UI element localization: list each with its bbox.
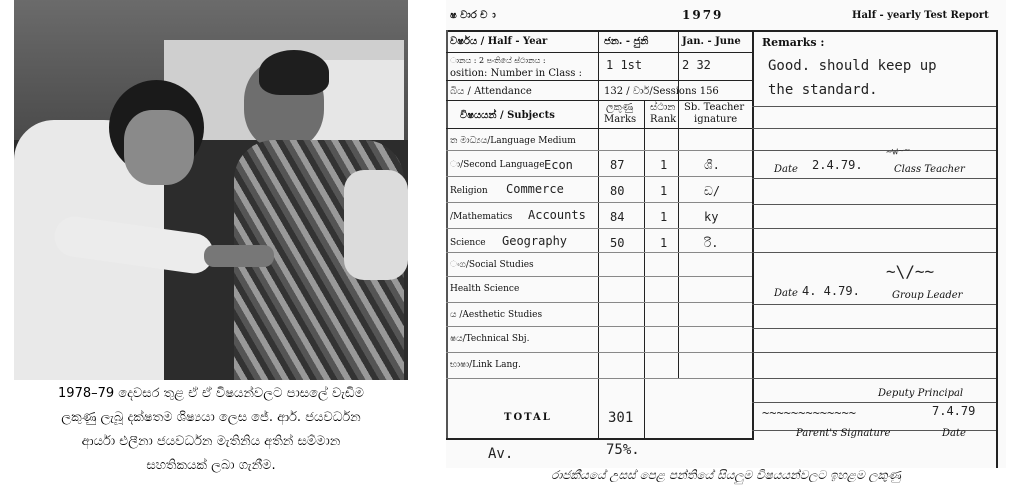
total-label: TOTAL <box>504 412 552 423</box>
subject-hand: Geography <box>502 234 568 248</box>
position-label-en: osition: Number in Class : <box>450 68 582 79</box>
remarks-label: Remarks : <box>762 36 825 49</box>
caption-line: ආර්යා එලීනා ජයවර්ධන මැතිනිය අතින් සම්මාන <box>81 434 341 449</box>
parent-signature-label: Parent's Signature <box>796 428 891 439</box>
teacher-signature: රි. <box>704 236 719 250</box>
av-value: 75%. <box>606 442 640 458</box>
date-value-1: 2.4.79. <box>812 158 863 172</box>
subject-rank: 1 <box>660 158 668 172</box>
subject-hand: Econ <box>544 158 573 172</box>
caption-line: ලකුණු ලැබූ දක්ෂතම ශිෂ්‍යයා ලෙස ජේ. ආර්. ජයවර්ධන <box>61 410 361 425</box>
date-label-3: Date <box>942 428 966 439</box>
group-leader-signature: ~\/~~ <box>886 262 935 281</box>
class-teacher-signature: ~w~~ <box>885 144 911 159</box>
deputy-principal-label: Deputy Principal <box>878 388 964 399</box>
header-left: ෂ වාර ච ා <box>450 10 496 21</box>
subject-marks: 87 <box>610 158 625 172</box>
col-rank-si: ස්ථාන <box>650 102 676 113</box>
position-value: 1 1st <box>606 58 643 72</box>
report-card <box>446 0 1006 468</box>
report-caption: රාජකීයයේ උසස් පෙළ පන්තියේ සියලුම විෂයයන්වලට ඉහළම ලකුණු <box>551 468 901 482</box>
teacher-signature: ky <box>704 210 719 224</box>
half-year-label: වර්ෂය / Half - Year <box>450 36 548 47</box>
subject-rank: 1 <box>660 184 668 198</box>
class-teacher-label: Class Teacher <box>894 164 965 175</box>
subject-label: Health Science <box>450 284 520 294</box>
col-teacher: Sb. Teacher <box>684 102 745 113</box>
col-marks-si: ලකුණු <box>606 102 633 113</box>
subject-label: Religion <box>450 186 488 196</box>
subject-label: ා/Second Language <box>450 160 545 170</box>
teacher-signature: ඩ/ <box>704 184 721 198</box>
subject-marks: 84 <box>610 210 625 224</box>
subject-label: භාෂා/Link Lang. <box>450 360 521 370</box>
subject-label: ෂය/Technical Sbj. <box>450 334 530 344</box>
teacher-signature: ශී. <box>704 158 720 172</box>
period-si: ජන. - ජුනි <box>604 36 649 47</box>
subject-rank: 1 <box>660 210 668 224</box>
date-label-1: Date <box>774 164 798 175</box>
period-en: Jan. - June <box>682 36 741 47</box>
subject-rank: 1 <box>660 236 668 250</box>
date-value-2: 4. 4.79. <box>802 284 860 298</box>
attendance-value: 132 / වාර්/Sessions 156 <box>604 86 719 97</box>
report-year: 1979 <box>682 8 724 22</box>
subject-label: ය /Aesthetic Studies <box>450 310 543 320</box>
caption-line: 1978–79 දෙවසර තුළ ඒ ඒ විෂයන්වලට පාසලේ වැඩිම <box>58 386 364 401</box>
av-label: Av. <box>488 446 514 462</box>
number-in-class: 2 32 <box>682 58 711 72</box>
date-label-2: Date <box>774 288 798 299</box>
remarks-hand-2: the standard. <box>768 82 878 98</box>
col-marks: Marks <box>604 114 637 125</box>
group-leader-label: Group Leader <box>892 290 963 301</box>
subject-hand: Commerce <box>506 182 564 196</box>
caption-line: සහතිකයක් ලබා ගැනීම. <box>146 458 276 473</box>
subject-label: ත මාධ්‍යය/Language Medium <box>450 136 576 146</box>
subject-label: /Mathematics <box>450 212 513 222</box>
position-label-si: ානය : 2 පංතියේ ස්ථානය : <box>450 56 546 65</box>
attendance-label: බිය / Attendance <box>450 86 532 97</box>
parent-date-value: 7.4.79 <box>932 404 976 418</box>
col-teacher-2: ignature <box>694 114 738 125</box>
remarks-hand-1: Good. should keep up <box>768 58 937 74</box>
subject-label: Science <box>450 238 486 248</box>
subject-marks: 80 <box>610 184 625 198</box>
photo-caption <box>14 382 408 478</box>
total-value: 301 <box>608 410 634 426</box>
subjects-label: විෂයයන් / Subjects <box>460 110 555 121</box>
parent-signature: ~~~~~~~~~~~~~ <box>762 406 856 420</box>
subject-label: ංග/Social Studies <box>450 260 534 270</box>
subject-hand: Accounts <box>528 208 586 222</box>
report-title: Half - yearly Test Report <box>852 10 989 21</box>
award-photo <box>14 0 408 380</box>
col-rank: Rank <box>650 114 677 125</box>
subject-marks: 50 <box>610 236 625 250</box>
